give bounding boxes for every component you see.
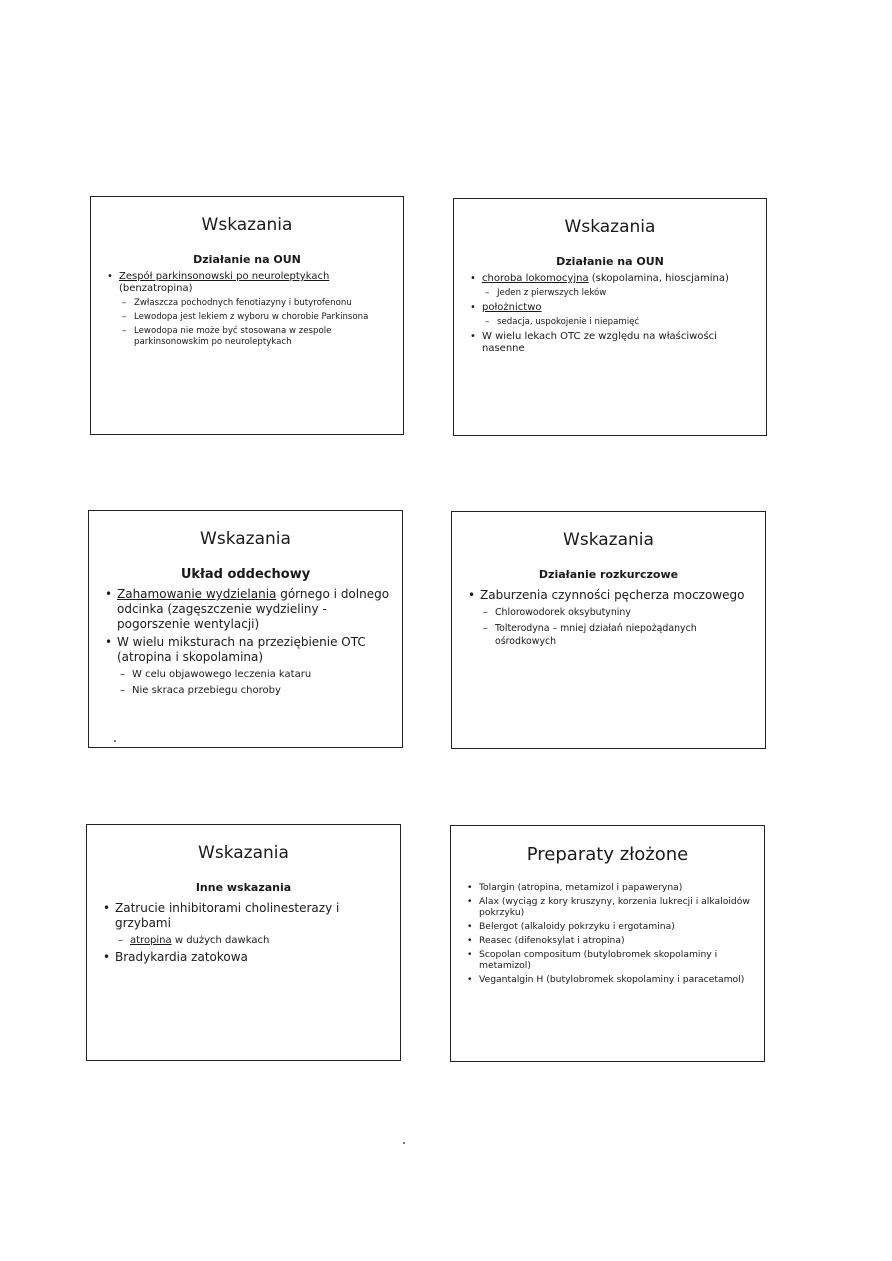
dash-icon: – [483,607,488,618]
list-item: • Tolargin (atropina, metamizol i papaweryna) [467,882,683,893]
dash-icon: – [122,298,127,308]
bullet-icon: • [107,271,113,282]
underlined-term: położnictwo [482,302,542,313]
list-item: • W wielu lekach OTC ze względu na właściwości nasenne [470,331,717,354]
slide-content [105,271,391,351]
bullet-icon: • [103,901,111,915]
list-item: • Zahamowanie wydzielania górnego i dolnego odcinka (zagęszczenie wydzieliny - pogorszenie wentylacji) [105,587,390,631]
sub-item: – Lewodopa jest lekiem z wyboru w chorobie Parkinsona [122,312,369,322]
dash-icon: – [120,669,125,680]
slide-title: Wskazania [563,530,654,550]
slide-2 [453,198,767,436]
underlined-term: Zespół parkinsonowski po neuroleptykach [119,271,330,282]
dash-icon: – [485,317,490,327]
slide-title: Wskazania [198,843,289,863]
slide-5 [86,824,401,1061]
list-item: • Alax (wyciąg z kory kruszyny, korzenia lukrecji i alkaloidów pokrzyku) [467,896,750,918]
slide-subtitle: Układ oddechowy [180,567,311,582]
slide-content [465,882,752,988]
list-item [105,271,391,295]
slide-6 [450,825,765,1062]
list-item: • Vegantalgin H (butylobromek skopolaminy i paracetamol) [467,974,745,985]
bullet-icon: • [467,949,473,960]
sub-item: – Zwłaszcza pochodnych fenotiazyny i butyrofenonu [122,298,352,308]
slide-content [466,588,753,651]
sub-item: – Chlorowodorek oksybutyniny [483,607,631,618]
slide-3 [88,510,403,748]
slide-title: Preparaty złożone [526,844,689,865]
list-item: • W wielu miksturach na przeziębienie OTC (atropina i skopolamina) [105,635,366,664]
dash-icon: – [118,935,123,946]
sub-item: – Tolterodyna – mniej działań niepożądanych ośrodkowych [483,623,697,647]
slide-subtitle: Działanie na OUN [556,255,664,268]
list-item: • Zaburzenia czynności pęcherza moczowego [468,588,745,602]
slide-content [103,587,390,700]
underlined-term: choroba lokomocyjna [482,273,589,284]
bullet-icon: • [467,921,473,932]
list-item [468,302,754,314]
list-item: • Belergot (alkaloidy pokrzyku i ergotamina) [467,921,675,932]
slide-subtitle: Inne wskazania [195,881,292,894]
item-text: (benzatropina) [119,283,193,294]
underlined-term: atropina [130,935,172,946]
slide-4 [451,511,766,749]
bullet-icon: • [467,882,473,893]
bullet-icon: • [467,974,473,985]
bullet-icon: • [105,587,113,601]
sub-item: – W celu objawowego leczenia kataru [120,669,312,680]
bullet-icon: • [468,588,476,602]
underlined-term: Zahamowanie wydzielania [117,587,277,601]
list-item: • Bradykardia zatokowa [103,950,248,964]
sub-item: – Jeden z pierwszych leków [485,288,607,298]
bullet-icon: • [470,331,476,342]
sub-item: – atropina w dużych dawkach [118,935,270,946]
bullet-icon: • [105,635,113,649]
bullet-icon: • [470,273,476,284]
list-item: • Reasec (difenoksylat i atropina) [467,935,625,946]
bullet-icon: • [467,896,473,907]
slide-1 [90,196,404,435]
list-item: • choroba lokomocyjna (skopolamina, hioscjamina) [470,273,729,284]
sub-item: – Lewodopa nie może być stosowana w zespole parkinsonowskim po neuroleptykach [122,326,332,347]
dash-icon: – [122,326,127,336]
slide-subtitle: Działanie na OUN [193,253,301,266]
dash-icon: – [485,288,490,298]
scan-speck [403,1142,405,1144]
slide-subtitle: Działanie rozkurczowe [538,568,679,581]
dash-icon: – [122,312,127,322]
slide-title: Wskazania [201,215,293,235]
list-item: • Zatrucie inhibitorami cholinesterazy i grzybami [103,901,340,930]
dash-icon: – [120,685,125,696]
bullet-icon: • [467,935,473,946]
list-item: • Scopolan compositum (butylobromek skopolaminy i metamizol) [467,949,718,971]
slide-title: Wskazania [200,529,291,549]
bullet-icon: • [103,950,111,964]
dash-icon: – [483,623,488,634]
sub-item: – sedacja, uspokojenie i niepamięć [485,317,640,327]
slide-content [468,273,754,358]
scan-speck [114,740,116,742]
slide-title: Wskazania [564,217,656,237]
bullet-icon: • [470,302,476,313]
slide-content [101,901,388,968]
sub-item: – Nie skraca przebiegu choroby [120,685,281,696]
